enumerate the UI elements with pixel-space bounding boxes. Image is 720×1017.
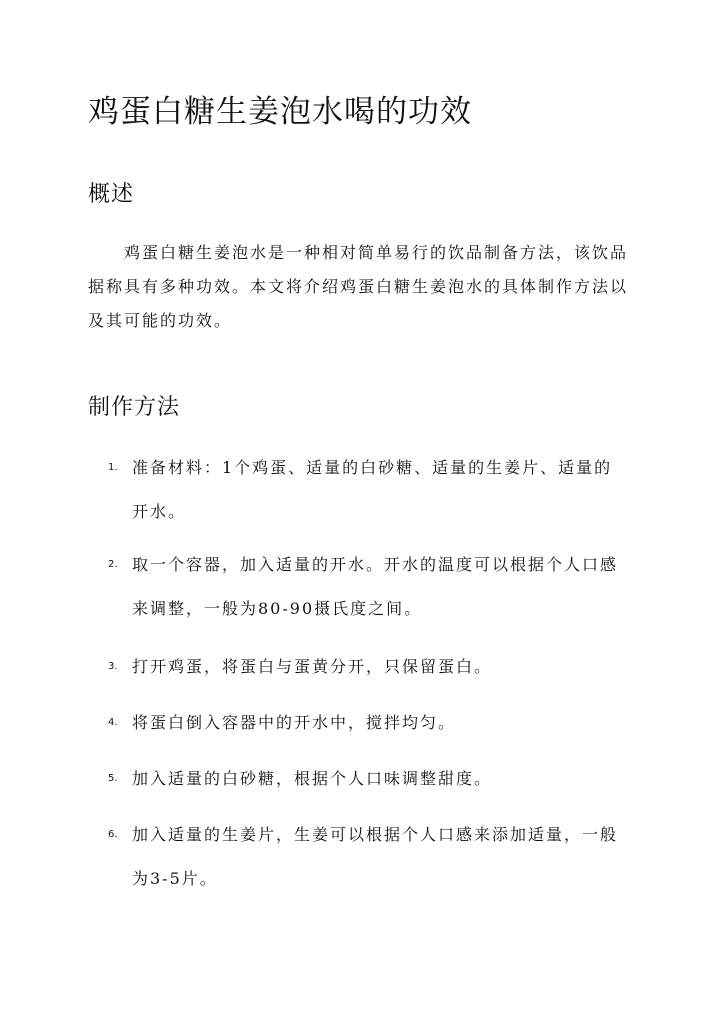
method-step-5 <box>108 761 628 801</box>
step-text: 打开鸡蛋，将蛋白与蛋黄分开，只保留蛋白。 <box>132 657 493 676</box>
method-step-6 <box>108 817 628 901</box>
section-heading-overview: 概述 <box>88 182 135 207</box>
step-text: 准备材料：1个鸡蛋、适量的白砂糖、适量的生姜片、适量的开水。 <box>132 458 613 521</box>
step-number: 1. <box>108 462 118 473</box>
method-step-4 <box>108 705 628 745</box>
overview-paragraph: 鸡蛋白糖生姜泡水是一种相对简单易行的饮品制备方法，该饮品据称具有多种功效。本文将介绍鸡蛋白糖生姜泡水的具体制作方法以及其可能的功效。 <box>88 243 629 330</box>
step-text: 将蛋白倒入容器中的开水中，搅拌均匀。 <box>132 713 457 732</box>
step-number: 5. <box>108 773 118 784</box>
step-text: 取一个容器，加入适量的开水。开水的温度可以根据个人口感来调整，一般为80-90摄氏度之间。 <box>132 555 619 618</box>
document-title: 鸡蛋白糖生姜泡水喝的功效 <box>88 94 472 130</box>
step-number: 4. <box>108 717 118 728</box>
method-step-2 <box>108 547 628 631</box>
method-step-3 <box>108 649 628 689</box>
step-text: 加入适量的白砂糖，根据个人口味调整甜度。 <box>132 769 493 788</box>
step-text: 加入适量的生姜片，生姜可以根据个人口感来添加适量，一般为3-5片。 <box>132 825 619 888</box>
section-heading-method: 制作方法 <box>88 395 181 420</box>
step-number: 6. <box>108 829 118 840</box>
method-step-1 <box>108 450 628 534</box>
step-number: 3. <box>108 661 118 672</box>
step-number: 2. <box>108 559 118 570</box>
